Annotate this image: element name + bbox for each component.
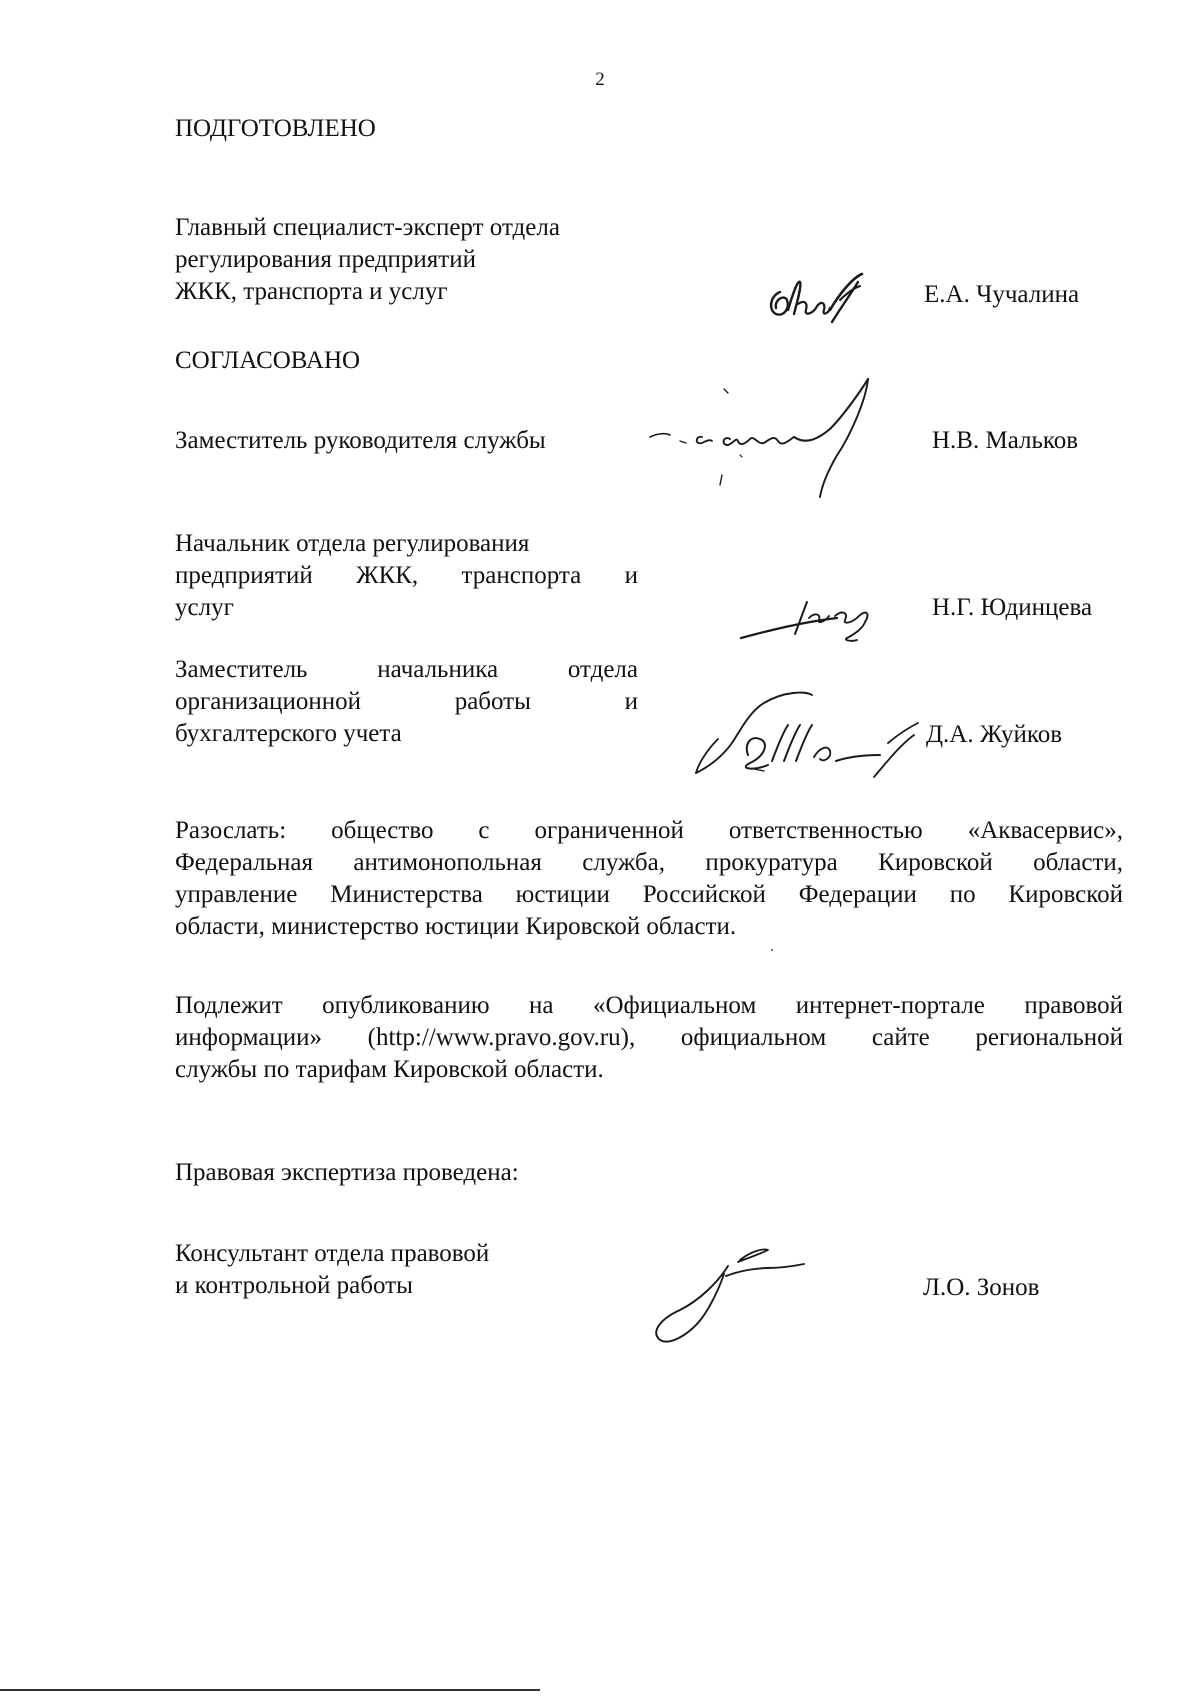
position-line: Главный специалист-эксперт отдела bbox=[175, 214, 560, 241]
distribution-paragraph bbox=[175, 815, 1123, 943]
paragraph-line: Подлежит опубликованию на «Официальном интернет-портале правовой bbox=[175, 992, 1123, 1019]
paragraph-line: Разослать: общество с ограниченной ответственностью «Аквасервис», bbox=[175, 817, 1123, 844]
position-line: предприятий ЖКК, транспорта и bbox=[175, 562, 638, 589]
paragraph-line: службы по тарифам Кировской области. bbox=[175, 1056, 604, 1083]
agreed-position-1 bbox=[175, 425, 645, 457]
signature-zonov bbox=[640, 1238, 820, 1350]
prepared-position bbox=[175, 212, 645, 308]
paragraph-line: управление Министерства юстиции Российской Федерации по Кировской bbox=[175, 881, 1123, 908]
position-line: и контрольной работы bbox=[175, 1272, 413, 1299]
signature-yudintseva bbox=[735, 594, 895, 650]
prepared-name: Е.А. Чучалина bbox=[924, 281, 1080, 308]
position-line: бухгалтерского учета bbox=[175, 720, 402, 747]
paragraph-line: информации» (http://www.pravo.gov.ru), официальном сайте региональной bbox=[175, 1024, 1123, 1051]
position-line: услуг bbox=[175, 594, 234, 621]
publication-paragraph bbox=[175, 990, 1123, 1086]
position-line: организационной работы и bbox=[175, 688, 638, 715]
agreed-heading: СОГЛАСОВАНО bbox=[175, 347, 361, 374]
agreed-position-2 bbox=[175, 528, 645, 624]
legal-review-name: Л.О. Зонов bbox=[923, 1274, 1040, 1301]
position-line: Заместитель начальника отдела bbox=[175, 656, 638, 683]
position-line: регулирования предприятий bbox=[175, 246, 476, 273]
signature-chuchalina bbox=[762, 270, 882, 340]
bottom-divider bbox=[0, 1689, 540, 1691]
agreed-name-3: Д.А. Жуйков bbox=[926, 721, 1063, 748]
prepared-heading: ПОДГОТОВЛЕНО bbox=[175, 115, 376, 142]
legal-review-position bbox=[175, 1238, 645, 1302]
scan-speck bbox=[771, 949, 773, 951]
agreed-name-2: Н.Г. Юдинцева bbox=[932, 594, 1093, 621]
signature-zhuykov bbox=[688, 685, 938, 781]
position-line: ЖКК, транспорта и услуг bbox=[175, 278, 448, 305]
legal-review-heading: Правовая экспертиза проведена: bbox=[175, 1159, 519, 1186]
agreed-position-3 bbox=[175, 654, 645, 750]
page-number: 2 bbox=[595, 69, 605, 90]
paragraph-line: Федеральная антимонопольная служба, прокуратура Кировской области, bbox=[175, 849, 1123, 876]
paragraph-line: области, министерство юстиции Кировской области. bbox=[175, 913, 737, 940]
position-line: Заместитель руководителя службы bbox=[175, 427, 546, 454]
position-line: Консультант отдела правовой bbox=[175, 1240, 490, 1267]
position-line: Начальник отдела регулирования bbox=[175, 530, 530, 557]
signature-malkov bbox=[640, 375, 940, 505]
agreed-name-1: Н.В. Мальков bbox=[932, 427, 1079, 454]
